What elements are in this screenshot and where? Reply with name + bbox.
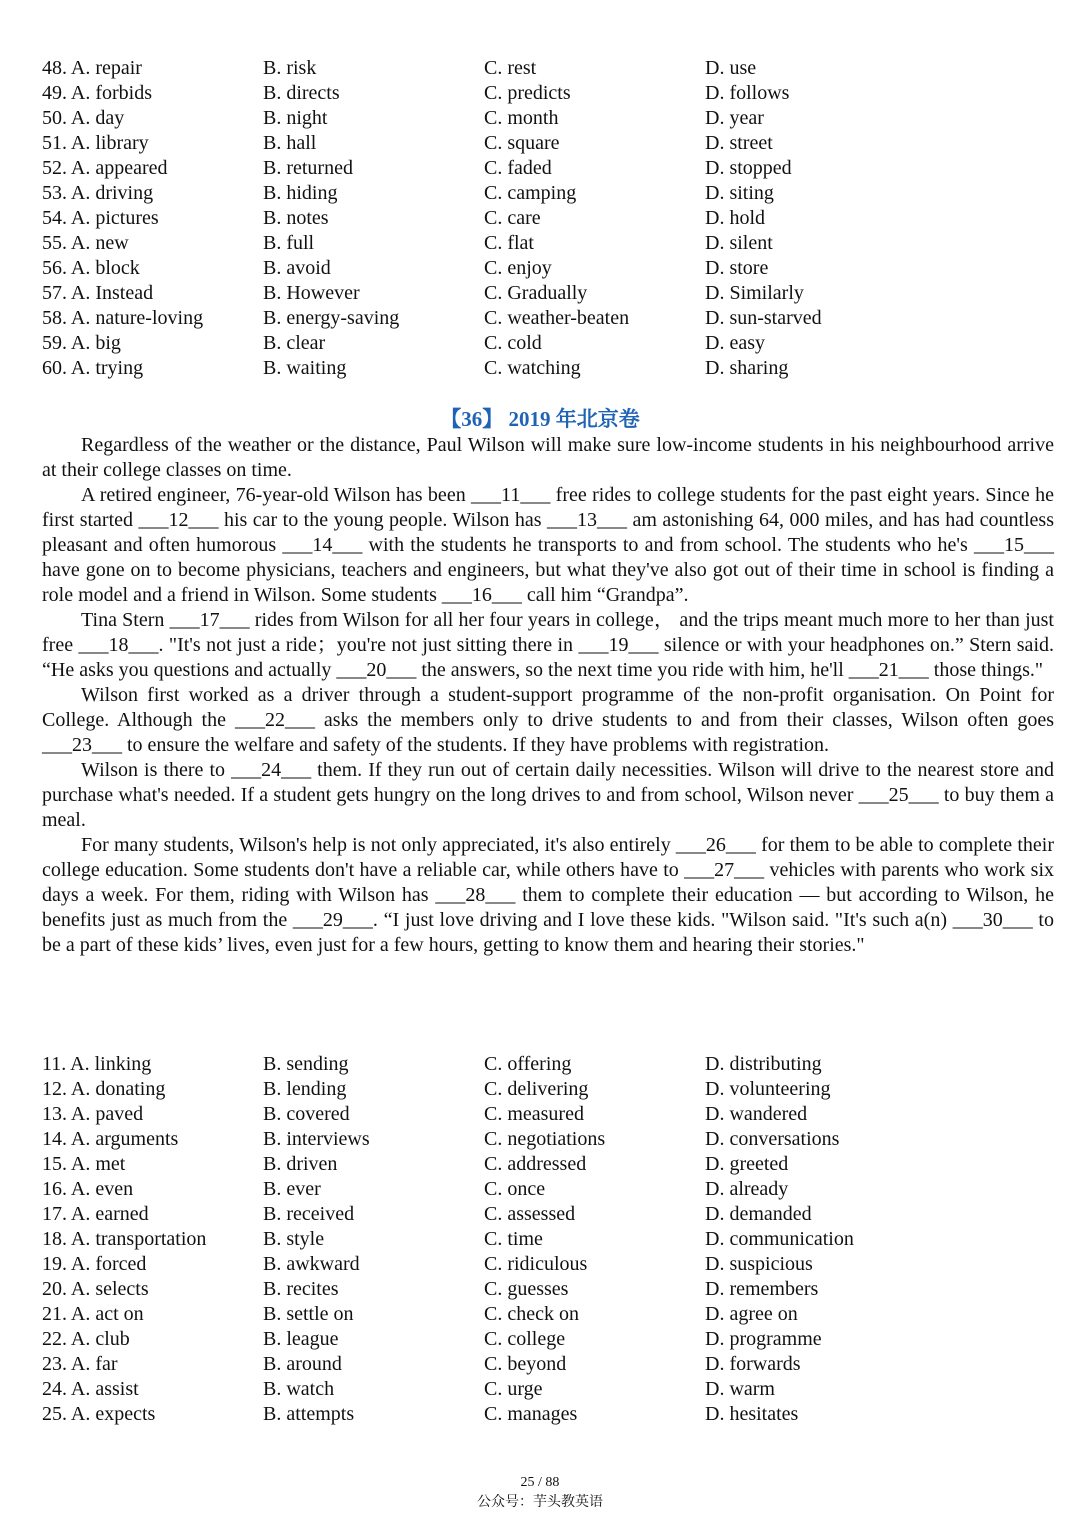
- option-row: [42, 306, 1042, 331]
- option-d: D. already: [705, 1178, 789, 1200]
- option-row: [42, 281, 1042, 306]
- option-row: [42, 1102, 1042, 1127]
- option-b: B. notes: [263, 207, 329, 229]
- option-row: [42, 1327, 1042, 1352]
- option-a: 20. A. selects: [42, 1278, 149, 1300]
- option-row: [42, 81, 1042, 106]
- option-b: B. returned: [263, 157, 353, 179]
- option-a: 15. A. met: [42, 1153, 126, 1175]
- option-a: 14. A. arguments: [42, 1128, 179, 1150]
- option-row: [42, 256, 1042, 281]
- option-c: C. faded: [484, 157, 552, 179]
- option-c: C. ridiculous: [484, 1253, 588, 1275]
- option-row: [42, 1077, 1042, 1102]
- option-b: B. hiding: [263, 182, 338, 204]
- option-d: D. hold: [705, 207, 765, 229]
- option-c: C. check on: [484, 1303, 579, 1325]
- option-c: C. offering: [484, 1053, 572, 1075]
- option-d: D. store: [705, 257, 769, 279]
- option-d: D. use: [705, 57, 757, 79]
- option-row: [42, 1377, 1042, 1402]
- option-b: B. ever: [263, 1178, 321, 1200]
- option-a: 53. A. driving: [42, 182, 154, 204]
- option-b: B. interviews: [263, 1128, 370, 1150]
- option-row: [42, 1227, 1042, 1252]
- option-b: B. sending: [263, 1053, 349, 1075]
- option-d: D. suspicious: [705, 1253, 813, 1275]
- section-heading: 【36】 2019 年北京卷: [440, 407, 640, 431]
- option-row: [42, 106, 1042, 131]
- passage-paragraph-2: A retired engineer, 76-year-old Wilson has been ___11___ free rides to college students for the past eight years. Since he first started ___12___ his car to the young people. Wilson has ___13___ am astonishing 64, 000 miles, and has had countless pleasant and often humorous ___14___ with the students he transports to and from school. The students who he's ___15___ have gone on to become physicians, teachers and engineers, but what they've also got out of their time in school is finding a role model and a friend in Wilson. Some students ___16___ call him “Grandpa”.: [42, 484, 1054, 606]
- option-a: 11. A. linking: [42, 1053, 152, 1075]
- option-row: [42, 331, 1042, 356]
- option-b: B. lending: [263, 1078, 347, 1100]
- option-d: D. wandered: [705, 1103, 808, 1125]
- option-d: D. siting: [705, 182, 774, 204]
- option-c: C. beyond: [484, 1353, 567, 1375]
- option-b: B. awkward: [263, 1253, 360, 1275]
- option-d: D. agree on: [705, 1303, 798, 1325]
- option-b: B. full: [263, 232, 315, 254]
- option-b: B. attempts: [263, 1403, 355, 1425]
- option-b: B. waiting: [263, 357, 347, 379]
- option-d: D. hesitates: [705, 1403, 799, 1425]
- passage-paragraph-5: Wilson is there to ___24___ them. If they run out of certain daily necessities. Wilson will drive to the nearest store and purchase what's needed. If a student gets hungry on the long drives to and from school, Wilson never ___25___ to buy them a meal.: [42, 759, 1054, 831]
- option-row: [42, 181, 1042, 206]
- option-c: C. urge: [484, 1378, 543, 1400]
- option-row: [42, 1052, 1042, 1077]
- option-d: D. demanded: [705, 1203, 812, 1225]
- option-d: D. sun-starved: [705, 307, 822, 329]
- passage-paragraph-3: Tina Stern ___17___ rides from Wilson for all her four years in college， and the trips meant much more to her than just free ___18___. "It's not just a ride；you're not just sitting there in ___19___ silence or with your headphones on.” Stern said. “He asks you questions and actually ___20___ the answers, so the next time you ride with him, he'll ___21___ those things.": [42, 609, 1054, 681]
- option-a: 48. A. repair: [42, 57, 142, 79]
- options-11-25: [42, 1052, 1042, 1427]
- option-a: 56. A. block: [42, 257, 140, 279]
- option-a: 18. A. transportation: [42, 1228, 207, 1250]
- option-b: B. style: [263, 1228, 325, 1250]
- passage-paragraph-1: Regardless of the weather or the distance, Paul Wilson will make sure low-income students in his neighbourhood arrive at their college classes on time.: [42, 434, 1054, 481]
- option-a: 54. A. pictures: [42, 207, 159, 229]
- option-b: B. hall: [263, 132, 317, 154]
- option-a: 49. A. forbids: [42, 82, 152, 104]
- option-row: [42, 206, 1042, 231]
- option-a: 60. A. trying: [42, 357, 144, 379]
- option-a: 17. A. earned: [42, 1203, 149, 1225]
- option-c: C. weather-beaten: [484, 307, 630, 329]
- option-row: [42, 1177, 1042, 1202]
- option-a: 59. A. big: [42, 332, 121, 354]
- option-row: [42, 1127, 1042, 1152]
- option-row: [42, 356, 1042, 381]
- option-a: 58. A. nature-loving: [42, 307, 204, 329]
- option-d: D. programme: [705, 1328, 822, 1350]
- option-b: B. directs: [263, 82, 340, 104]
- option-b: B. covered: [263, 1103, 350, 1125]
- option-d: D. stopped: [705, 157, 792, 179]
- option-d: D. forwards: [705, 1353, 801, 1375]
- option-d: D. Similarly: [705, 282, 804, 304]
- option-d: D. conversations: [705, 1128, 840, 1150]
- option-d: D. remembers: [705, 1278, 819, 1300]
- option-c: C. cold: [484, 332, 542, 354]
- option-b: B. around: [263, 1353, 342, 1375]
- option-c: C. assessed: [484, 1203, 576, 1225]
- option-c: C. rest: [484, 57, 537, 79]
- option-c: C. flat: [484, 232, 534, 254]
- option-row: [42, 231, 1042, 256]
- option-c: C. manages: [484, 1403, 578, 1425]
- option-d: D. communication: [705, 1228, 854, 1250]
- option-a: 13. A. paved: [42, 1103, 144, 1125]
- option-c: C. guesses: [484, 1278, 569, 1300]
- option-d: D. volunteering: [705, 1078, 831, 1100]
- option-row: [42, 1302, 1042, 1327]
- option-row: [42, 1202, 1042, 1227]
- cloze-passage: [42, 433, 1054, 958]
- option-row: [42, 56, 1042, 81]
- option-b: B. watch: [263, 1378, 335, 1400]
- option-b: B. received: [263, 1203, 355, 1225]
- option-d: D. greeted: [705, 1153, 789, 1175]
- option-b: B. settle on: [263, 1303, 354, 1325]
- option-c: C. Gradually: [484, 282, 588, 304]
- option-c: C. camping: [484, 182, 577, 204]
- option-a: 24. A. assist: [42, 1378, 139, 1400]
- option-row: [42, 1152, 1042, 1177]
- option-c: C. watching: [484, 357, 581, 379]
- option-c: C. delivering: [484, 1078, 589, 1100]
- option-a: 19. A. forced: [42, 1253, 147, 1275]
- page-number: 25 / 88: [520, 1475, 560, 1490]
- option-row: [42, 156, 1042, 181]
- option-d: D. silent: [705, 232, 773, 254]
- option-d: D. easy: [705, 332, 765, 354]
- option-a: 55. A. new: [42, 232, 129, 254]
- option-c: C. addressed: [484, 1153, 587, 1175]
- option-row: [42, 1252, 1042, 1277]
- option-c: C. negotiations: [484, 1128, 606, 1150]
- option-b: B. league: [263, 1328, 339, 1350]
- option-b: B. energy-saving: [263, 307, 400, 329]
- option-a: 51. A. library: [42, 132, 149, 154]
- option-row: [42, 1352, 1042, 1377]
- footer-credit: 公众号：芋头教英语: [477, 1495, 603, 1510]
- option-b: B. driven: [263, 1153, 338, 1175]
- option-b: B. avoid: [263, 257, 331, 279]
- option-a: 12. A. donating: [42, 1078, 166, 1100]
- option-b: B. recites: [263, 1278, 339, 1300]
- option-b: B. risk: [263, 57, 317, 79]
- option-d: D. year: [705, 107, 764, 129]
- option-a: 52. A. appeared: [42, 157, 168, 179]
- option-c: C. college: [484, 1328, 566, 1350]
- option-d: D. distributing: [705, 1053, 822, 1075]
- option-c: C. square: [484, 132, 560, 154]
- option-a: 25. A. expects: [42, 1403, 156, 1425]
- option-row: [42, 1402, 1042, 1427]
- option-d: D. warm: [705, 1378, 775, 1400]
- option-d: D. follows: [705, 82, 790, 104]
- option-b: B. However: [263, 282, 360, 304]
- passage-paragraph-6: For many students, Wilson's help is not only appreciated, it's also entirely ___26___ for them to be able to complete their college education. Some students don't have a reliable car, while others have to ___27___ vehicles with parents who work six days a week. For them, riding with Wilson has ___28___ them to complete their education — but according to Wilson, he benefits just as much from the ___29___. “I just love driving and I love these kids. "Wilson said. "It's such a(n) ___30___ to be a part of these kids’ lives, even just for a few hours, getting to know them and hearing their stories.": [42, 834, 1054, 956]
- option-c: C. month: [484, 107, 559, 129]
- option-d: D. sharing: [705, 357, 789, 379]
- option-c: C. enjoy: [484, 257, 552, 279]
- option-c: C. care: [484, 207, 541, 229]
- option-d: D. street: [705, 132, 773, 154]
- option-c: C. time: [484, 1228, 543, 1250]
- option-a: 50. A. day: [42, 107, 125, 129]
- option-a: 21. A. act on: [42, 1303, 144, 1325]
- option-row: [42, 131, 1042, 156]
- option-b: B. night: [263, 107, 328, 129]
- option-c: C. measured: [484, 1103, 584, 1125]
- option-c: C. predicts: [484, 82, 571, 104]
- option-a: 22. A. club: [42, 1328, 130, 1350]
- option-b: B. clear: [263, 332, 326, 354]
- option-a: 23. A. far: [42, 1353, 118, 1375]
- passage-paragraph-4: Wilson first worked as a driver through a student-support programme of the non-profit organisation. On Point for College. Although the ___22___ asks the members only to drive students to and from their classes, Wilson often goes ___23___ to ensure the welfare and safety of the students. If they have problems with registration.: [42, 684, 1054, 756]
- option-a: 57. A. Instead: [42, 282, 154, 304]
- options-48-60: [42, 56, 1042, 381]
- option-row: [42, 1277, 1042, 1302]
- option-a: 16. A. even: [42, 1178, 134, 1200]
- option-c: C. once: [484, 1178, 546, 1200]
